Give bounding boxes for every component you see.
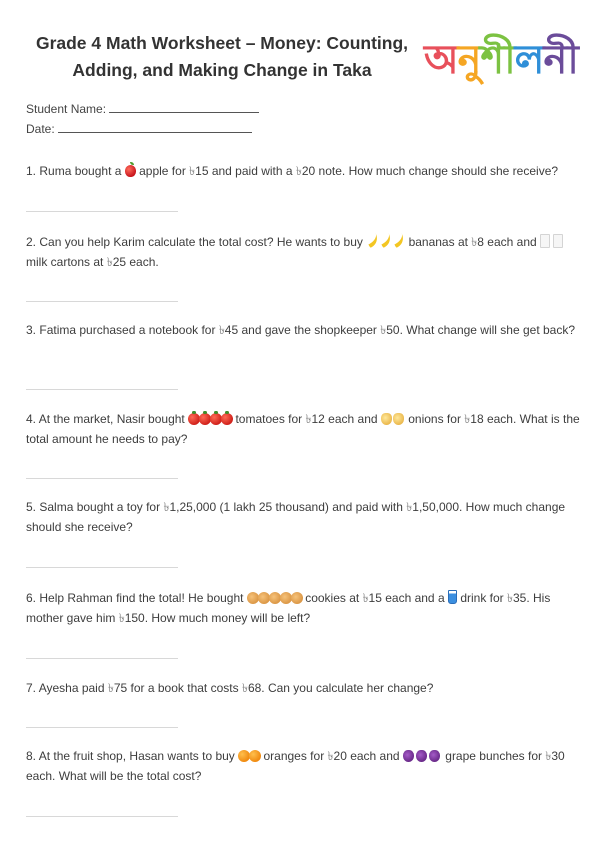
- question-text: 15 each and a: [368, 591, 445, 605]
- question-number: 6.: [26, 591, 37, 605]
- question-number: 3.: [26, 323, 37, 337]
- question-text: 1,50,000. How much change should she receive?: [26, 500, 566, 534]
- grapes-icon: [403, 750, 414, 762]
- anushiloni-logo: [424, 30, 594, 90]
- question-number: 5.: [26, 500, 37, 514]
- question-3: [26, 321, 582, 341]
- taka-symbol: ৳: [362, 591, 369, 605]
- grapes-icon: [416, 750, 427, 762]
- date-field: [26, 121, 252, 136]
- answer-line-3[interactable]: [26, 389, 178, 390]
- orange-icon: [249, 750, 261, 762]
- question-number: 7.: [26, 681, 37, 695]
- grapes-icon: [429, 750, 440, 762]
- taka-symbol: ৳: [406, 500, 413, 514]
- question-text: Can you help Karim calculate the total cost? He wants to buy: [39, 235, 363, 249]
- question-number: 8.: [26, 749, 37, 763]
- question-text: 25 each.: [112, 254, 159, 269]
- question-2: [26, 232, 582, 272]
- question-6: [26, 589, 582, 628]
- question-text: 8 each and: [477, 235, 537, 249]
- question-text: Ayesha paid: [38, 681, 105, 695]
- banana-icon: [390, 230, 407, 248]
- logo-letter: নী: [543, 37, 578, 83]
- question-text: 18 each. What is the total amount he needs to pay?: [26, 412, 580, 446]
- question-text: At the market, Nasir bought: [38, 412, 185, 426]
- question-text: bananas at: [408, 235, 468, 249]
- question-text: 30 each. What will be the total cost?: [26, 749, 565, 783]
- logo-letter: নু: [457, 37, 481, 83]
- student-name-blank[interactable]: [109, 101, 259, 113]
- question-text: Salma bought a toy for: [39, 500, 161, 514]
- question-1: [26, 162, 582, 182]
- question-text: Ruma bought a: [39, 164, 122, 178]
- question-text: oranges for: [263, 749, 325, 763]
- taka-symbol: ৳: [545, 749, 552, 763]
- answer-line-4[interactable]: [26, 478, 178, 479]
- question-text: 150. How much money will be left?: [124, 610, 311, 625]
- taka-symbol: ৳: [241, 681, 248, 695]
- question-text: grape bunches for: [445, 749, 542, 763]
- taka-symbol: ৳: [305, 412, 312, 426]
- question-text: 12 each and: [311, 412, 378, 426]
- date-label: Date:: [26, 122, 55, 136]
- logo-letter: শী: [480, 37, 515, 83]
- taka-symbol: ৳: [118, 610, 125, 625]
- question-text: apple for: [139, 164, 186, 178]
- question-text: drink for: [460, 591, 504, 605]
- taka-symbol: ৳: [380, 323, 387, 337]
- question-text: 75 for a book that costs: [113, 681, 239, 695]
- question-text: 20 note. How much change should she receive?: [301, 164, 559, 178]
- taka-symbol: ৳: [218, 323, 225, 337]
- answer-line-1[interactable]: [26, 211, 178, 212]
- question-text: 1,25,000 (1 lakh 25 thousand) and paid with: [169, 500, 403, 514]
- question-text: 50. What change will she get back?: [386, 323, 576, 337]
- taka-symbol: ৳: [464, 412, 471, 426]
- milk-carton-icon: [540, 234, 550, 248]
- question-text: tomatoes for: [235, 412, 303, 426]
- question-8: [26, 747, 582, 786]
- logo-letter: ল: [514, 37, 544, 83]
- title-line-2: Adding, and Making Change in Taka: [72, 60, 372, 80]
- date-blank[interactable]: [58, 121, 252, 133]
- taka-symbol: ৳: [507, 591, 513, 605]
- taka-symbol: ৳: [295, 164, 302, 178]
- answer-line-7[interactable]: [26, 727, 178, 728]
- answer-line-6[interactable]: [26, 658, 178, 659]
- title-line-1: Grade 4 Math Worksheet – Money: Counting,: [35, 33, 409, 53]
- tomato-icon: [221, 413, 233, 425]
- question-number: 4.: [26, 412, 37, 426]
- logo-letter: অ: [424, 37, 458, 83]
- question-text: 15 and paid with a: [195, 164, 293, 178]
- cookie-icon: [291, 592, 303, 604]
- student-name-label: Student Name:: [26, 102, 107, 116]
- taka-symbol: ৳: [163, 500, 170, 514]
- question-text: 35. His mother gave him: [26, 591, 551, 625]
- onion-icon: [393, 413, 404, 425]
- apple-icon: [125, 165, 136, 177]
- question-text: cookies at: [305, 591, 360, 605]
- question-7: [26, 679, 582, 699]
- question-text: At the fruit shop, Hasan wants to buy: [38, 749, 235, 763]
- question-number: 1.: [26, 164, 37, 178]
- question-text: 68. Can you calculate her change?: [247, 681, 434, 695]
- question-text: onions for: [408, 412, 461, 426]
- question-text: Fatima purchased a notebook for: [39, 323, 216, 337]
- question-text: milk cartons at: [26, 254, 104, 269]
- question-text: Help Rahman find the total! He bought: [39, 591, 244, 605]
- question-5: [26, 498, 582, 537]
- taka-symbol: ৳: [107, 681, 114, 695]
- taka-symbol: ৳: [189, 164, 196, 178]
- answer-line-2[interactable]: [26, 301, 178, 302]
- taka-symbol: ৳: [327, 749, 334, 763]
- question-number: 2.: [26, 235, 37, 249]
- answer-line-8[interactable]: [26, 816, 178, 817]
- question-text: 45 and gave the shopkeeper: [224, 323, 377, 337]
- question-4: [26, 410, 582, 449]
- question-text: 20 each and: [333, 749, 400, 763]
- answer-line-5[interactable]: [26, 567, 178, 568]
- drink-cup-icon: [448, 590, 457, 604]
- milk-carton-icon: [553, 234, 563, 248]
- student-name-field: [26, 101, 259, 116]
- worksheet-title: [22, 30, 422, 84]
- taka-symbol: ৳: [106, 254, 113, 269]
- taka-symbol: ৳: [471, 235, 478, 249]
- onion-icon: [381, 413, 392, 425]
